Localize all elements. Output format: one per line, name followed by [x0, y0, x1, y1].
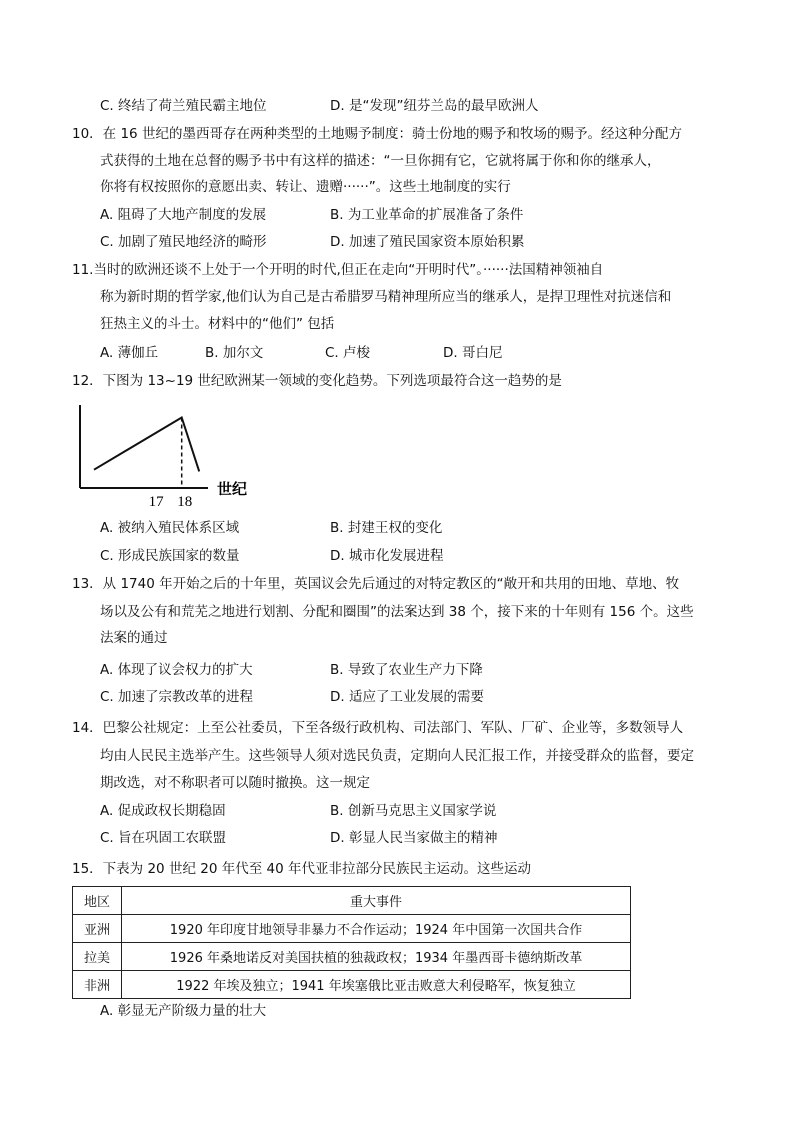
q12-stem: 12．下图为 13~19 世纪欧洲某一领域的变化趋势。下列选项最符合这一趋势的是	[72, 373, 562, 389]
q15-stem: 15．下表为 20 世纪 20 年代至 40 年代亚非拉部分民族民主运动。这些运动	[72, 861, 531, 877]
q14-option-a: A. 促成政权长期稳固	[100, 803, 226, 819]
q14-stem-line-2: 均由人民民主选举产生。这些领导人须对选民负责，定期向人民汇报工作，并接受群众的监督，要定	[100, 748, 694, 764]
q10-option-b: B. 为工业革命的扩展准备了条件	[330, 207, 524, 223]
table-row	[73, 971, 631, 999]
table-header-events: 重大事件	[122, 887, 631, 915]
table-cell-events: 1920 年印度甘地领导非暴力不合作运动；1924 年中国第一次国共合作	[122, 915, 631, 943]
trend-chart	[70, 402, 270, 514]
table-header-region: 地区	[73, 887, 122, 915]
q12-option-d: D. 城市化发展进程	[330, 548, 444, 564]
q14-option-c: C. 旨在巩固工农联盟	[100, 830, 227, 846]
table-cell-events: 1922 年埃及独立；1941 年埃塞俄比亚击败意大利侵略军，恢复独立	[122, 971, 631, 999]
x-tick-label-17: 17	[148, 494, 164, 510]
q12-option-b: B. 封建王权的变化	[330, 520, 443, 536]
q10-option-c: C. 加剧了殖民地经济的畸形	[100, 234, 267, 250]
q10-stem-line-3: 你将有权按照你的意愿出卖、转让、遗赠······”。这些土地制度的实行	[100, 179, 511, 195]
table-cell-region: 拉美	[73, 943, 122, 971]
x-axis-label: 世纪	[217, 480, 248, 498]
table-cell-region: 非洲	[73, 971, 122, 999]
q14-option-d: D. 彰显人民当家做主的精神	[330, 830, 498, 846]
table-header-row	[73, 887, 631, 915]
trend-series-line	[94, 418, 199, 472]
q11-option-c: C. 卢梭	[325, 345, 371, 361]
table-cell-region: 亚洲	[73, 915, 122, 943]
table-row	[73, 943, 631, 971]
table-cell-events: 1926 年桑地诺反对美国扶植的独裁政权；1934 年墨西哥卡德纳斯改革	[122, 943, 631, 971]
q13-option-c: C. 加速了宗教改革的进程	[100, 689, 254, 705]
q14-stem-line-3: 期改选，对不称职者可以随时撤换。这一规定	[100, 775, 370, 791]
q10-stem-line-1: 10．在 16 世纪的墨西哥存在两种类型的土地赐予制度：骑士份地的赐予和牧场的赐予。经这种分配方	[72, 126, 682, 142]
table-row	[73, 915, 631, 943]
q11-option-d: D. 哥白尼	[443, 345, 503, 361]
q13-option-b: B. 导致了农业生产力下降	[330, 662, 483, 678]
q14-stem-line-1: 14．巴黎公社规定：上至公社委员，下至各级行政机构、司法部门、军队、厂矿、企业等，多数领导人	[72, 720, 684, 736]
q14-option-b: B. 创新马克思主义国家学说	[330, 803, 497, 819]
q11-stem-line-2: 称为新时期的哲学家,他们认为自己是古希腊罗马精神理所应当的继承人，是捍卫理性对抗迷信和	[100, 289, 672, 305]
q11-option-a: A. 薄伽丘	[100, 345, 159, 361]
q11-stem-line-1: 11.当时的欧洲还谈不上处于一个开明的时代,但正在走向“开明时代”。······法国精神领袖自	[72, 262, 604, 278]
q13-stem-line-3: 法案的通过	[100, 630, 168, 646]
x-tick-label-18: 18	[177, 494, 193, 510]
q13-option-d: D. 适应了工业发展的需要	[330, 689, 484, 705]
q10-option-d: D. 加速了殖民国家资本原始积累	[330, 234, 525, 250]
q10-option-a: A. 阻碍了大地产制度的发展	[100, 207, 267, 223]
q13-stem-line-1: 13．从 1740 年开始之后的十年里，英国议会先后通过的对特定教区的“敞开和共用的田地、草地、牧	[72, 576, 680, 592]
q13-option-a: A. 体现了议会权力的扩大	[100, 662, 253, 678]
q11-option-b: B. 加尔文	[205, 345, 264, 361]
q12-option-a: A. 被纳入殖民体系区域	[100, 520, 240, 536]
q15-option-a: A. 彰显无产阶级力量的壮大	[100, 1003, 267, 1019]
q9-option-c: C. 终结了荷兰殖民霸主地位	[100, 98, 267, 114]
q12-option-c: C. 形成民族国家的数量	[100, 548, 240, 564]
q9-option-d: D. 是“发现”纽芬兰岛的最早欧洲人	[330, 98, 539, 114]
q11-stem-line-3: 狂热主义的斗士。材料中的“他们” 包括	[100, 316, 335, 332]
q10-stem-line-2: 式获得的土地在总督的赐予书中有这样的描述：“一旦你拥有它，它就将属于你和你的继承人，	[100, 153, 661, 169]
movements-table	[72, 886, 631, 999]
q13-stem-line-2: 场以及公有和荒芜之地进行划割、分配和圈围”的法案达到 38 个，接下来的十年则有 156 个。这些	[100, 604, 694, 620]
